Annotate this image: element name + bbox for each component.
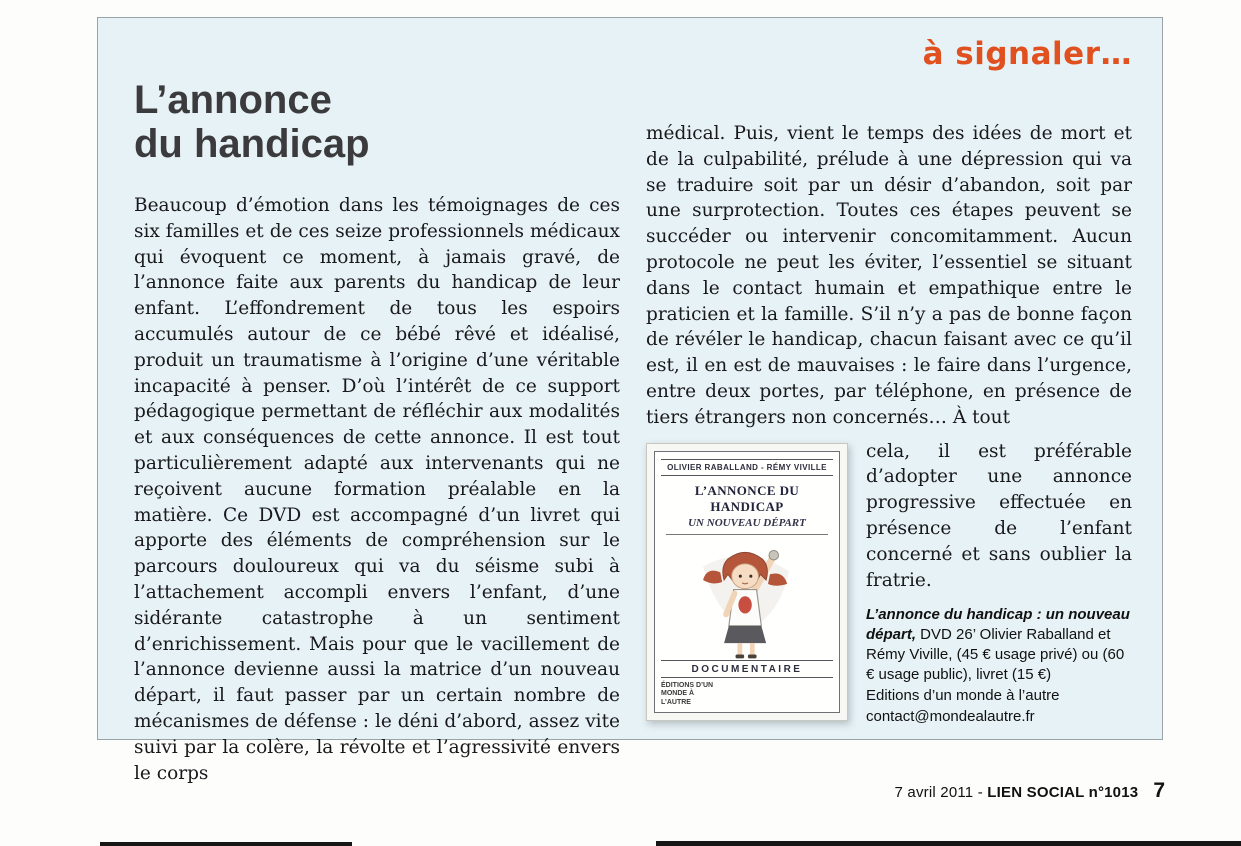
article-title-line1: L’annonce: [134, 78, 332, 122]
manga-girl-illustration: [691, 538, 803, 660]
dvd-publisher-logo: ÉDITIONS D’UN MONDE À L’AUTRE: [661, 682, 714, 706]
article-title: [134, 78, 620, 166]
article-body-right-wrap: cela, il est préférable d’adopter une annonce progressive effectuée en présence de l’enfant concerné et sans oublier la fratrie.: [866, 440, 1132, 591]
footer-date: 7 avril 2011 -: [894, 784, 988, 801]
left-column: [134, 78, 620, 786]
dvd-authors: OLIVIER RABALLAND - RÉMY VIVILLE: [661, 459, 833, 477]
page-footer: [895, 779, 1165, 803]
article-body-right-top: médical. Puis, vient le temps des idées de mort et de la culpabilité, prélude à une dépression qui va se traduire soit par un désir d’abandon, soit par une surprotection. Toutes ces étapes peuvent se succéder ou intervenir concomitamment. Aucun protocole ne peut les éviter, l’essentiel se situant dans le contact humain et empathique entre le praticien et la famille. S’il n’y a pas de bonne façon de révéler le handicap, chacun faisant avec ce qu’il est, il en est de mauvaises : le faire dans l’urgence, entre deux portes, par téléphone, en présence de tiers étrangers non concernés… À tout: [646, 123, 1132, 428]
caption-contact: contact@mondealautre.fr: [866, 708, 1035, 726]
footer-page-number: 7: [1153, 779, 1165, 802]
dvd-divider: [666, 534, 828, 535]
dvd-title: L’ANNONCE DU HANDICAP: [694, 483, 800, 515]
dvd-cover-photo: [646, 443, 848, 721]
scan-edge-artifact-left: [100, 842, 352, 846]
section-label: à signaler…: [922, 36, 1132, 72]
dvd-cover: [654, 451, 840, 713]
scan-edge-artifact-right: [656, 841, 1241, 846]
dvd-subtitle: UN NOUVEAU DÉPART: [688, 517, 806, 530]
right-column-bottom: [646, 439, 1132, 728]
article-body-left: Beaucoup d’émotion dans les témoignages de ces six familles et de ces seize professionnels médicaux qui évoquent ce moment, à jamais gravé, de l’annonce faite aux parents du handicap de leur enfant. L’effondrement de tous les espoirs accumulés autour de ce bébé rêvé et idéalisé, produit un traumatisme à l’origine d’une véritable incapacité à penser. D’où l’intérêt de ce support pédagogique permettant de réfléchir aux modalités et aux conséquences de cette annonce. Il est tout particulièrement adapté aux intervenants qui ne reçoivent aucune formation préalable en la matière. Ce DVD est accompagné d’un livret qui apporte des éléments de compréhension sur le parcours douloureux qui va du séisme subi à l’attachement accompli envers l’enfant, d’une sidérante catastrophe à un sentiment d’enrichissement. Mais pour que le vacillement de l’annonce devienne aussi la matrice d’un nouveau départ, il faut passer par un certain nombre de mécanismes de défense : le déni d’abord, assez vite suivi par la colère, la révolte et l’agressivité envers le corps: [134, 195, 620, 784]
right-column: [646, 121, 1132, 727]
footer-issue-info: [895, 784, 1139, 801]
caption-publisher: Editions d’un monde à l’autre: [866, 687, 1060, 705]
magazine-page: [97, 17, 1163, 784]
caption-details: DVD 26’ Olivier Raballand et Rémy Viville, (45 € usage privé) ou (60 € usage public), livret (15 €): [866, 626, 1125, 684]
dvd-genre: DOCUMENTAIRE: [661, 660, 833, 678]
caption-title: L’annonce du handicap : un nouveau départ,: [866, 606, 1130, 644]
footer-journal-name: LIEN SOCIAL n°1013: [987, 784, 1139, 801]
article-title-line2: du handicap: [134, 122, 370, 166]
